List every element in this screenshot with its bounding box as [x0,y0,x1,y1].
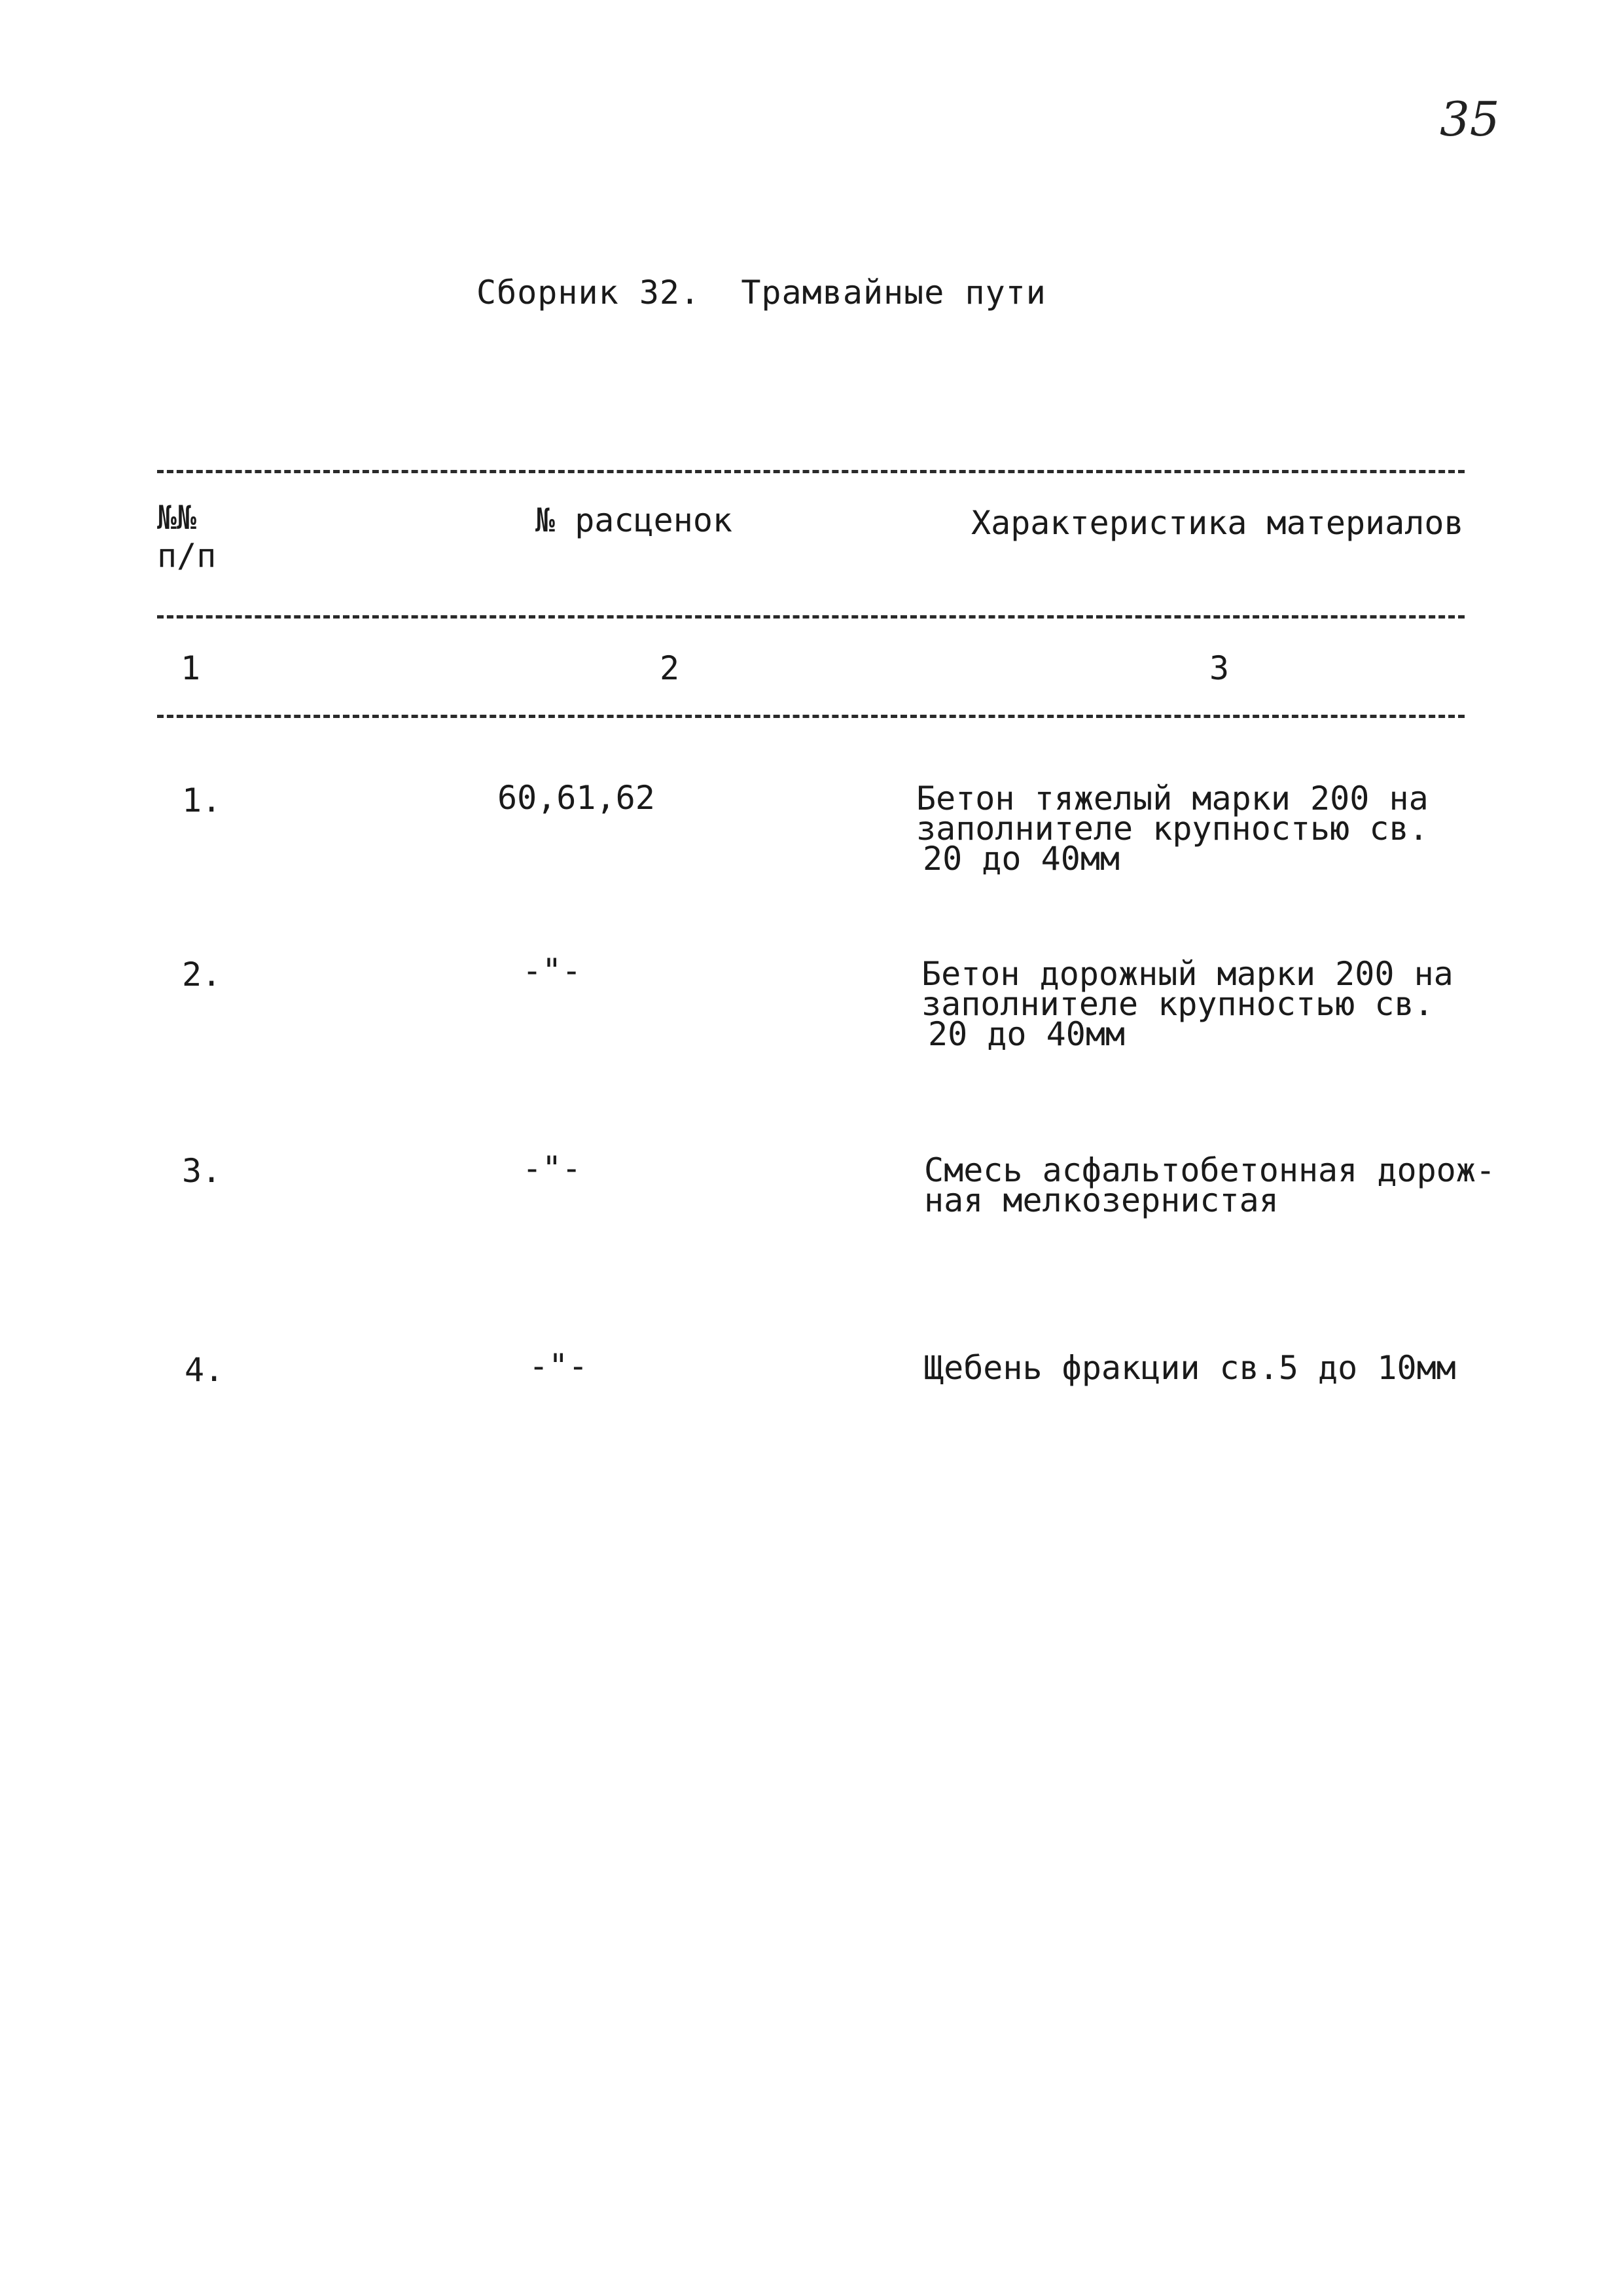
page-number: 35 [1440,92,1500,147]
row-code: -"- [529,1347,588,1385]
row-number: 1. [182,781,222,819]
column-number-rule [157,715,1465,718]
row-code: 60,61,62 [497,779,655,817]
row-description-line: заполнителе крупностью св. [921,985,1434,1023]
row-code: -"- [522,1149,582,1187]
header-col3: Характеристика материалов [971,504,1464,542]
table-top-rule [157,470,1465,473]
row-description-line: ная мелкозернистая [924,1181,1279,1219]
column-number-3: 3 [1209,649,1230,687]
row-description-line: Щебень фракции св.5 до 10мм [924,1349,1456,1387]
row-number: 2. [182,956,222,994]
row-description-line: 20 до 40мм [928,1015,1126,1053]
column-number-2: 2 [660,649,680,687]
header-rule [157,615,1465,619]
document-title: Сборник 32. Трамвайные пути [476,274,1046,312]
row-description-line: заполнителе крупностью св. [916,810,1429,848]
row-code: -"- [522,952,582,990]
column-number-1: 1 [181,649,201,687]
row-number: 3. [182,1152,222,1190]
header-col2: № расценок [535,501,733,539]
row-description-line: Смесь асфальтобетонная дорож- [924,1151,1495,1189]
header-col1-line2: п/п [157,537,217,575]
row-description-line: Бетон дорожный марки 200 на [921,955,1454,993]
row-description-line: Бетон тяжелый марки 200 на [916,780,1429,817]
row-description-line: 20 до 40мм [923,840,1120,878]
row-number: 4. [185,1351,224,1389]
header-col1-line1: №№ [157,499,197,537]
